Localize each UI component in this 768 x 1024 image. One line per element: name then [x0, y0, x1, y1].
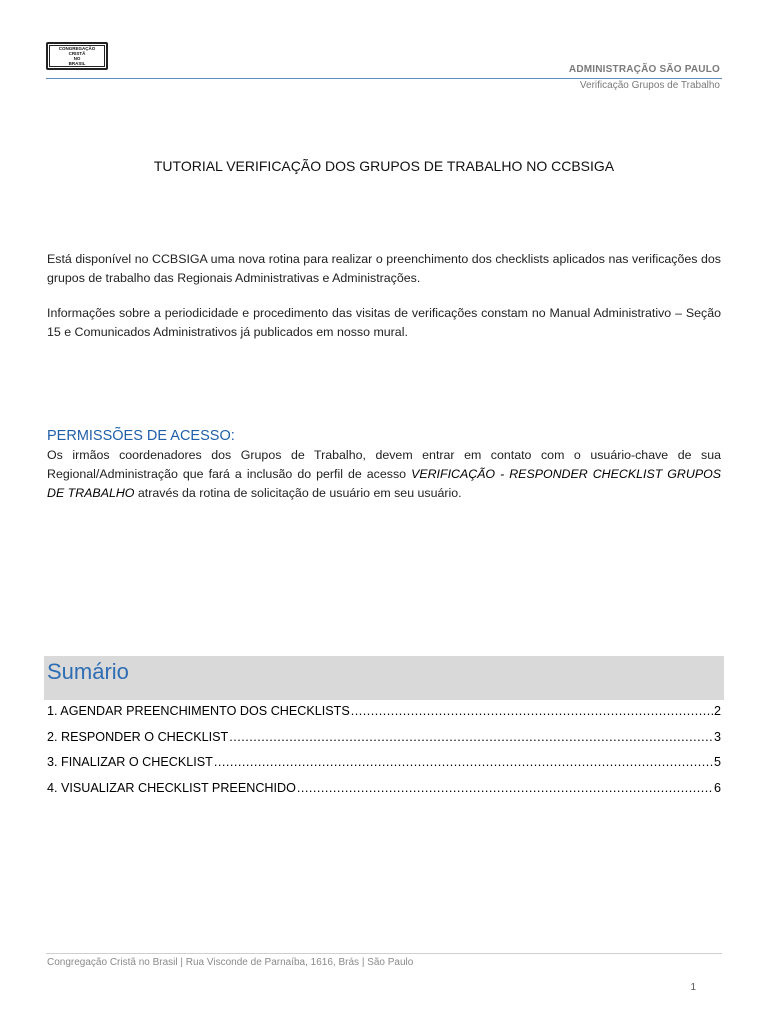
footer-divider	[46, 953, 722, 954]
toc-leader-dots	[229, 728, 713, 746]
toc-item-label: 3. FINALIZAR O CHECKLIST	[47, 755, 213, 769]
summary-title: Sumário	[47, 659, 129, 684]
permissions-text-after: através da rotina de solicitação de usuário em seu usuário.	[134, 486, 462, 500]
toc-leader-dots	[297, 779, 713, 797]
toc-leader-dots	[351, 702, 713, 720]
permissions-profile-name: VERIFICAÇÃO - RESPONDER CHECKLIST GRUPOS DE TRABALHO	[47, 467, 721, 500]
permissions-text-before: Os irmãos coordenadores dos Grupos de Trabalho, devem entrar em contato com o usuário-chave de sua Regional/Administração que fará a inclusão do perfil de acesso	[47, 448, 721, 481]
toc-item-label: 1. AGENDAR PREENCHIMENTO DOS CHECKLISTS	[47, 704, 350, 718]
footer-address: Congregação Cristã no Brasil | Rua Visconde de Parnaíba, 1616, Brás | São Paulo	[47, 957, 414, 968]
toc-item-4[interactable]	[47, 779, 721, 805]
header-subtitle: Verificação Grupos de Trabalho	[579, 80, 720, 91]
page-number: 1	[690, 982, 696, 993]
permissions-heading: PERMISSÕES DE ACESSO:	[47, 428, 235, 444]
intro-paragraph: Está disponível no CCBSIGA uma nova rotina para realizar o preenchimento dos checklists aplicados nas verificações dos grupos de trabalho das Regionais Administrativas e Administrações.	[47, 252, 721, 285]
toc-item-page: 3	[713, 729, 721, 744]
info-paragraph: Informações sobre a periodicidade e procedimento das visitas de verificações constam no Manual Administrativo – Seção 15 e Comunicados Administrativos já publicados em nosso mural.	[47, 306, 721, 339]
header-organization: ADMINISTRAÇÃO SÃO PAULO	[568, 64, 720, 75]
toc-item-page: 2	[713, 704, 721, 718]
permissions-paragraph	[47, 446, 721, 503]
logo-line-2: NO	[73, 56, 81, 61]
header-divider	[46, 78, 722, 79]
toc-item-2[interactable]	[47, 728, 721, 754]
document-title: TUTORIAL VERIFICAÇÃO DOS GRUPOS DE TRABALHO NO CCBSIGA	[153, 158, 615, 174]
logo-line-1: CONGREGAÇÃO CRISTÃ	[58, 46, 96, 56]
toc-item-3[interactable]	[47, 753, 721, 779]
table-of-contents	[47, 702, 721, 804]
toc-item-1[interactable]	[47, 702, 721, 728]
toc-item-label: 4. VISUALIZAR CHECKLIST PREENCHIDO	[47, 780, 296, 795]
toc-item-label: 2. RESPONDER O CHECKLIST	[47, 729, 229, 744]
logo-line-3: BRASIL	[68, 61, 86, 66]
ccb-logo	[46, 42, 108, 70]
logo-frame	[49, 45, 105, 67]
toc-item-page: 5	[713, 755, 721, 769]
toc-leader-dots	[214, 753, 713, 771]
toc-item-page: 6	[713, 780, 721, 795]
summary-heading-box	[44, 656, 724, 700]
